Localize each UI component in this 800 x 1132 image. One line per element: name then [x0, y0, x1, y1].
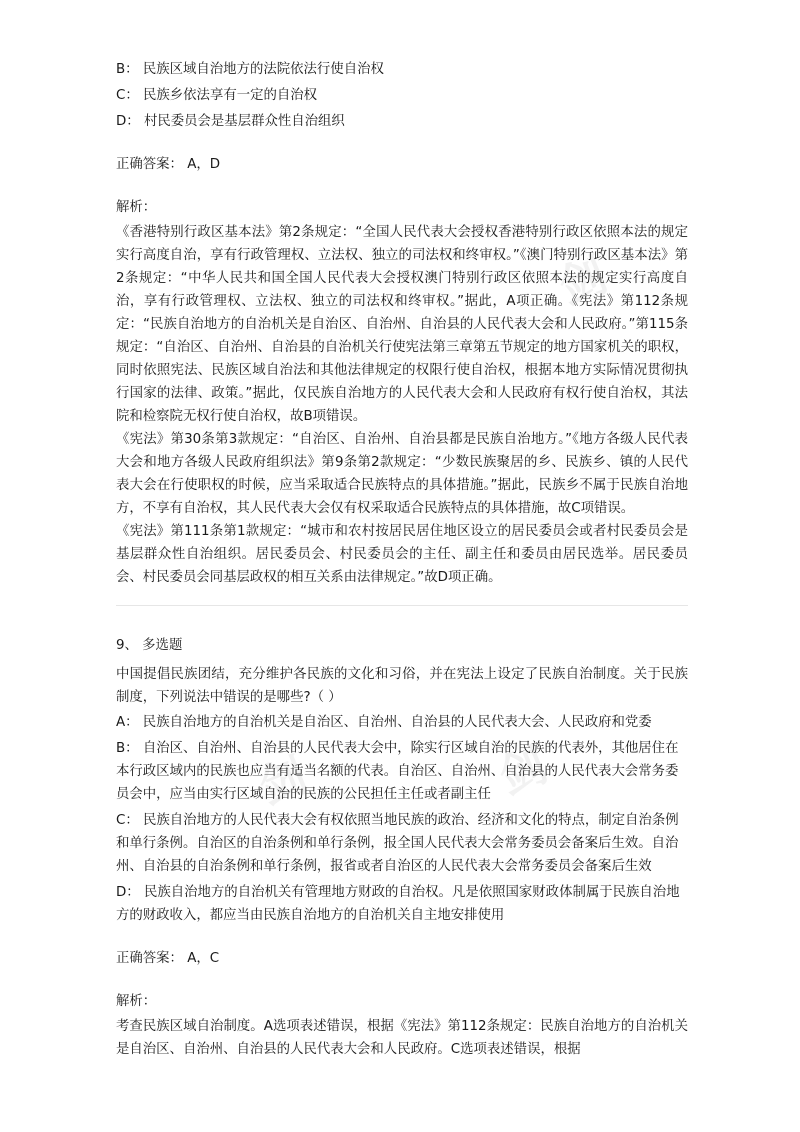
option-b[interactable]: B： 自治区、自治州、自治县的人民代表大会中，除实行区域自治的民族的代表外，其他居住在本行政区域内的民族也应当有适当名额的代表。自治区、自治州、自治县的人民代表大会常务委员会中，应当由实行区域自治的民族的公民担任主任或者副主任: [116, 741, 679, 802]
question-text: 中国提倡民族团结，充分维护各民族的文化和习俗，并在宪法上设定了民族自治制度。关于民族制度，下列说法中错误的是哪些?（ ）: [116, 667, 688, 705]
analysis-paragraph: 考查民族区域自治制度。A选项表述错误，根据《宪法》第112条规定：民族自治地方的自治机关是自治区、自治州、自治县的人民代表大会和人民政府。C选项表述错误，根据: [116, 1019, 688, 1057]
option-d[interactable]: D： 民族自治地方的自治机关有管理地方财政的自治权。凡是依照国家财政体制属于民族自治地方的财政收入，都应当由民族自治地方的自治机关自主地安排使用: [116, 885, 680, 923]
option-b[interactable]: B： 民族区域自治地方的法院依法行使自治权: [116, 62, 384, 77]
option-d[interactable]: D： 村民委员会是基层群众性自治组织: [116, 114, 345, 129]
prev-question: [116, 58, 688, 589]
document-page: [116, 58, 688, 1061]
correct-answer: 正确答案： A，C: [116, 951, 220, 966]
option-a[interactable]: A： 民族自治地方的自治机关是自治区、自治州、自治县的人民代表大会、人民政府和党委: [116, 715, 652, 730]
analysis-label: 解析：: [116, 994, 157, 1009]
option-c[interactable]: C： 民族乡依法享有一定的自治权: [116, 88, 318, 103]
question-9: [116, 634, 688, 1061]
analysis-paragraph: 《宪法》第111条第1款规定：“城市和农村按居民居住地区设立的居民委员会或者村民委员会是基层群众性自治组织。居民委员会、村民委员会的主任、副主任和委员由居民选举。居民委员会、村民委员会同基层政权的相互关系由法律规定。”故D项正确。: [116, 524, 688, 585]
analysis-paragraph: 《香港特别行政区基本法》第2条规定：“全国人民代表大会授权香港特别行政区依照本法的规定实行高度自治，享有行政管理权、立法权、独立的司法权和终审权。”《澳门特别行政区基本法》第2条规定：“中华人民共和国全国人民代表大会授权澳门特别行政区依照本法的规定实行高度自治，享有行政管理权、立法权、独立的司法权和终审权。”据此，A项正确。《宪法》第112条规定：“民族自治地方的自治机关是自治区、自治州、自治县的人民代表大会和人民政府。”第115条规定：“自治区、自治州、自治县的自治机关行使宪法第三章第五节规定的地方国家机关的职权，同时依照宪法、民族区域自治法和其他法律规定的权限行使自治权，根据本地方实际情况贯彻执行国家的法律、政策。”据此，仅民族自治地方的人民代表大会和人民政府有权行使自治权，其法院和检察院无权行使自治权，故B项错误。: [116, 225, 688, 424]
question-header: 9、 多选题: [116, 638, 183, 653]
analysis-label: 解析：: [116, 200, 157, 215]
correct-answer: 正确答案： A，D: [116, 157, 221, 172]
analysis-paragraph: 《宪法》第30条第3款规定：“自治区、自治州、自治县都是民族自治地方。”《地方各级人民代表大会和地方各级人民政府组织法》第9条第2款规定：“少数民族聚居的乡、民族乡、镇的人民代表大会在行使职权的时候，应当采取适合民族特点的具体措施。”据此，民族乡不属于民族自治地方，不享有自治权，其人民代表大会仅有权采取适合民族特点的具体措施，故C项错误。: [116, 432, 688, 516]
option-c[interactable]: C： 民族自治地方的人民代表大会有权依照当地民族的政治、经济和文化的特点，制定自治条例和单行条例。自治区的自治条例和单行条例，报全国人民代表大会常务委员会备案后生效。自治州、自治县的自治条例和单行条例，报省或者自治区的人民代表大会常务委员会备案后生效: [116, 813, 679, 874]
question-divider: [116, 605, 688, 606]
